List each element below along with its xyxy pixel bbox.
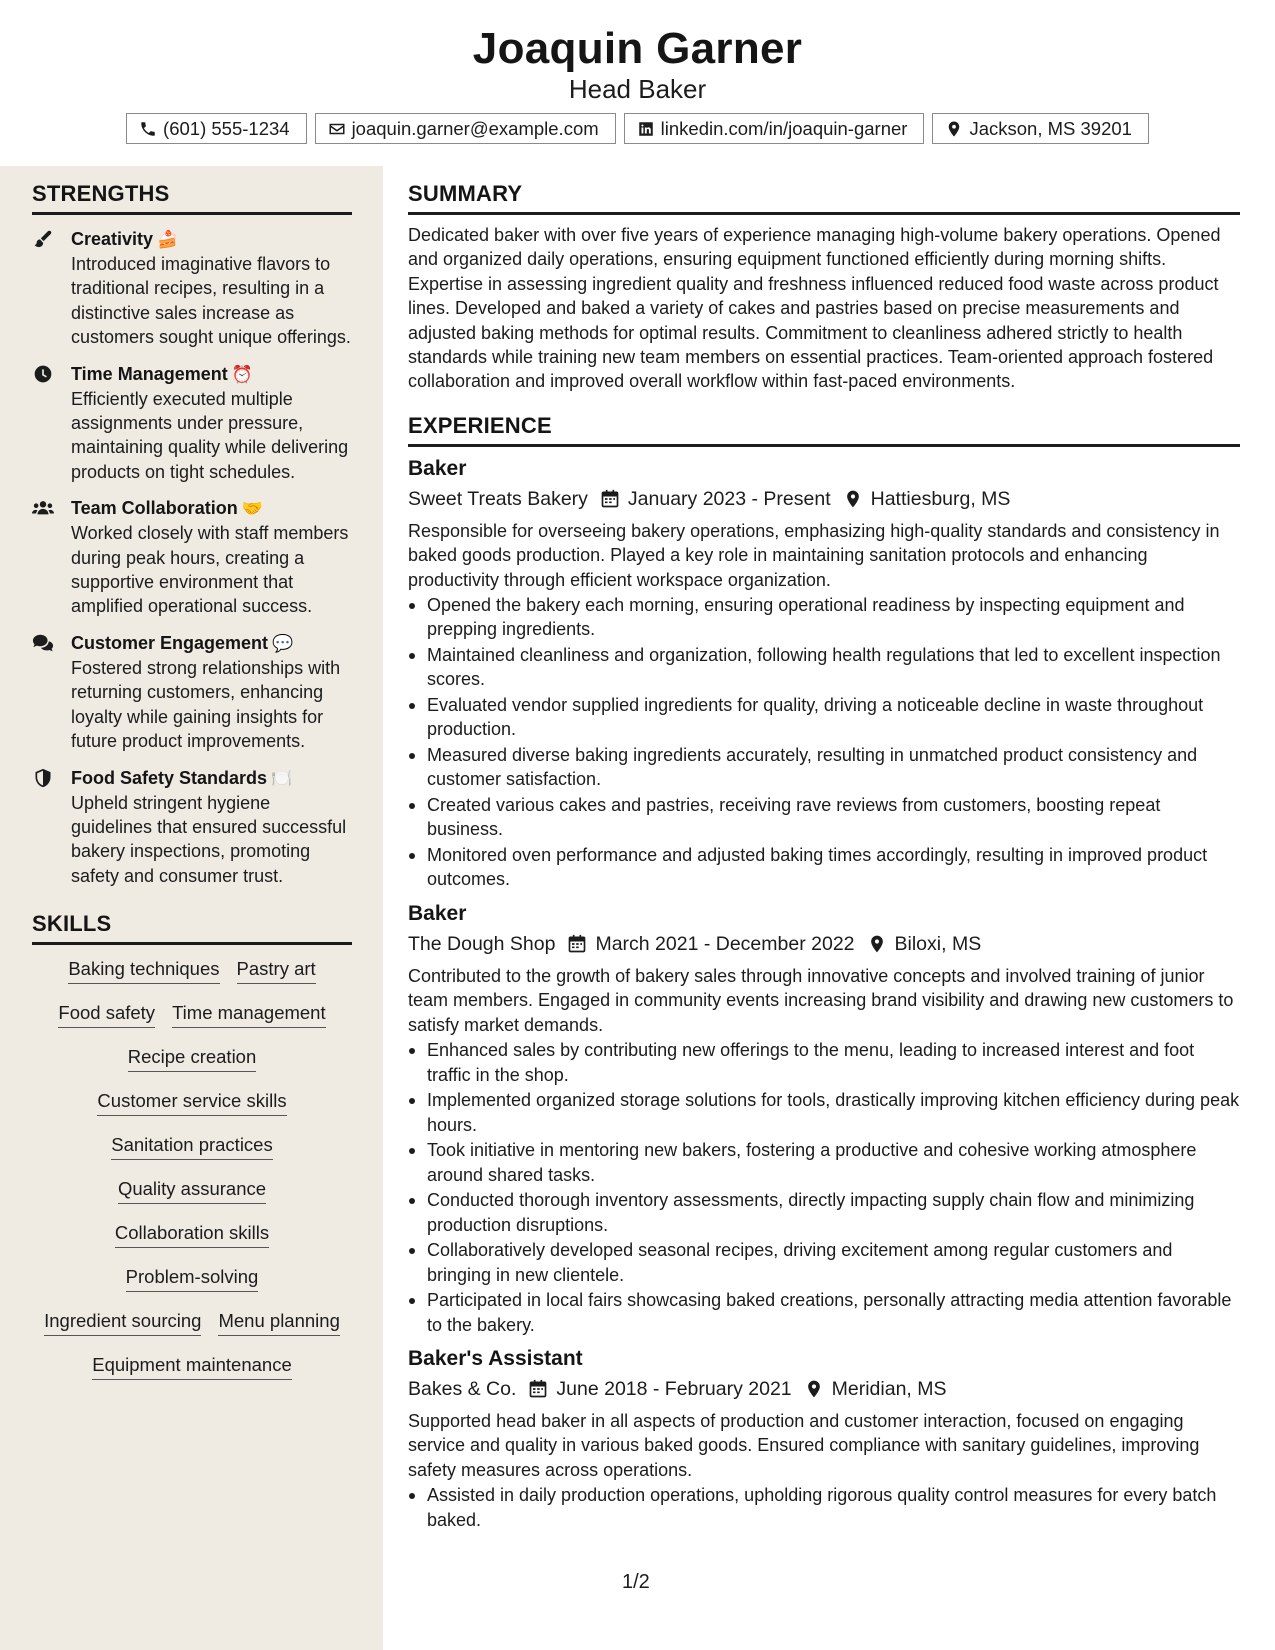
cake-emoji-icon: 🍰 xyxy=(157,230,179,249)
strength-description: Introduced imaginative flavors to traditional recipes, resulting in a distinctive sales increase as customers sought unique offerings. xyxy=(71,254,351,348)
summary-heading: SUMMARY xyxy=(408,166,1240,215)
strength-item xyxy=(32,766,352,889)
summary-text: Dedicated baker with over five years of experience managing high-volume bakery operations. Opened and organized daily operations, ensuring equipment functioned efficiently during morning shifts. Expertise in assessing ingredient quality and freshness influenced reduced food waste across product lines. Developed and baked a variety of cakes and pastries based on precise measurements and adjusted baking methods for optimal results. Commitment to cleanliness adhered strictly to health standards while training new team members on essential practices. Team-oriented approach fostered collaboration and improved overall workflow within fast-paced environments. xyxy=(408,225,1221,392)
strength-title: Time Management xyxy=(71,363,228,384)
strength-description: Upheld stringent hygiene guidelines that ensured successful bakery inspections, promoting safety and consumer trust. xyxy=(71,792,347,886)
job-bullets xyxy=(408,1038,1240,1337)
job-entry xyxy=(408,900,1240,1337)
clock-icon xyxy=(32,364,56,386)
job-bullet: Measured diverse baking ingredients accurately, resulting in unmatched product consistency and customer satisfaction. xyxy=(408,743,1240,792)
job-bullet: Collaboratively developed seasonal recipes, driving excitement among regular customers and bringing in new clientele. xyxy=(408,1238,1240,1287)
shield-icon xyxy=(32,768,56,790)
job-company: Sweet Treats Bakery xyxy=(408,487,588,510)
sidebar xyxy=(0,166,383,1650)
phone-icon xyxy=(139,120,157,138)
job-bullet: Implemented organized storage solutions for tools, drastically improving kitchen efficiency during peak hours. xyxy=(408,1088,1240,1137)
contact-bar xyxy=(0,113,1275,144)
job-company: Bakes & Co. xyxy=(408,1377,517,1400)
job-bullet: Created various cakes and pastries, receiving rave reviews from customers, boosting repeat business. xyxy=(408,793,1240,842)
job-description: Responsible for overseeing bakery operations, emphasizing high-quality standards and consistency in baked goods production. Played a key role in maintaining sanitation protocols and enhancing productivity through efficient workspace organization. xyxy=(408,520,1220,590)
calendar-icon xyxy=(528,1379,548,1399)
job-bullets xyxy=(408,593,1240,892)
location-icon xyxy=(867,934,887,954)
job-dates: June 2018 - February 2021 xyxy=(556,1377,792,1400)
email-icon xyxy=(328,120,346,138)
sidebar-content xyxy=(32,166,352,1397)
contact-linkedin[interactable] xyxy=(624,113,925,144)
strengths-heading: STRENGTHS xyxy=(32,166,352,215)
contact-phone[interactable] xyxy=(126,113,307,144)
skill-tag: Ingredient sourcing xyxy=(44,1309,201,1336)
handshake-emoji-icon: 🤝 xyxy=(241,499,263,519)
job-description: Contributed to the growth of bakery sales through innovative concepts and involved training of junior team members. Engaged in community events increasing brand visibility and drawing new customers to satisfy market demands. xyxy=(408,965,1234,1035)
skill-tag: Recipe creation xyxy=(128,1045,257,1072)
location-icon xyxy=(804,1379,824,1399)
skill-tag: Time management xyxy=(172,1001,326,1028)
job-title: Baker's Assistant xyxy=(408,1346,583,1370)
skill-tag: Collaboration skills xyxy=(115,1221,269,1248)
main-content xyxy=(408,166,1240,1533)
strength-item xyxy=(32,362,352,485)
strength-title: Team Collaboration xyxy=(71,498,238,519)
skill-tag: Quality assurance xyxy=(118,1177,266,1204)
strength-title: Creativity xyxy=(71,229,154,249)
page-number: 1/2 xyxy=(622,1571,650,1593)
job-bullets xyxy=(408,1483,1240,1532)
skill-tag: Problem-solving xyxy=(126,1265,259,1292)
job-bullet: Evaluated vendor supplied ingredients for quality, driving a noticeable decline in waste throughout production. xyxy=(408,693,1240,742)
paintbrush-icon xyxy=(32,229,56,251)
experience-heading: EXPERIENCE xyxy=(408,398,1240,447)
job-meta xyxy=(408,485,1240,513)
skills-heading: SKILLS xyxy=(32,896,352,945)
strength-description: Worked closely with staff members during peak hours, creating a supportive environment that amplified operational success. xyxy=(71,523,349,617)
job-dates: March 2021 - December 2022 xyxy=(595,932,855,955)
job-bullet: Monitored oven performance and adjusted baking times accordingly, resulting in improved product outcomes. xyxy=(408,843,1240,892)
contact-location-text: Jackson, MS 39201 xyxy=(969,117,1132,139)
job-location: Meridian, MS xyxy=(831,1377,947,1400)
speech-bubble-emoji-icon: 💬 xyxy=(272,633,294,653)
job-location: Hattiesburg, MS xyxy=(870,487,1011,510)
skill-tag: Menu planning xyxy=(218,1309,339,1336)
calendar-icon xyxy=(567,934,587,954)
skill-tag: Customer service skills xyxy=(97,1089,286,1116)
location-icon xyxy=(843,489,863,509)
job-bullet: Conducted thorough inventory assessments, directly impacting supply chain flow and minimizing production disruptions. xyxy=(408,1188,1240,1237)
skill-tag: Equipment maintenance xyxy=(92,1353,292,1380)
location-icon xyxy=(945,120,963,138)
resume-header xyxy=(0,0,1275,166)
comments-icon xyxy=(32,633,56,655)
job-company: The Dough Shop xyxy=(408,932,556,955)
job-dates: January 2023 - Present xyxy=(627,487,831,510)
job-title: Baker xyxy=(408,901,467,925)
strength-item xyxy=(32,227,352,350)
job-entry xyxy=(408,455,1240,892)
job-location: Biloxi, MS xyxy=(894,932,982,955)
job-meta xyxy=(408,930,1240,958)
skill-tag: Food safety xyxy=(58,1001,155,1028)
strength-title: Customer Engagement xyxy=(71,632,269,653)
skill-tag: Sanitation practices xyxy=(111,1133,272,1160)
contact-email[interactable] xyxy=(315,113,616,144)
job-entry xyxy=(408,1345,1240,1532)
plate-emoji-icon: 🍽️ xyxy=(271,768,293,788)
job-description: Supported head baker in all aspects of production and customer interaction, focused on engaging service and quality in various baked goods. Ensured compliance with sanitary guidelines, improving safety measures across operations. xyxy=(408,1410,1200,1480)
contact-location[interactable] xyxy=(932,113,1148,144)
candidate-name: Joaquin Garner xyxy=(472,24,803,73)
candidate-role: Head Baker xyxy=(568,74,707,104)
job-bullet: Participated in local fairs showcasing baked creations, personally attracting media attention favorable to the bakery. xyxy=(408,1288,1240,1337)
strength-title: Food Safety Standards xyxy=(71,767,268,788)
strength-item xyxy=(32,496,352,619)
strength-description: Efficiently executed multiple assignments under pressure, maintaining quality while delivering products on tight schedules. xyxy=(71,388,349,482)
linkedin-icon xyxy=(637,120,655,138)
strength-item xyxy=(32,631,352,754)
job-bullet: Took initiative in mentoring new bakers, fostering a productive and cohesive working atmosphere around shared tasks. xyxy=(408,1138,1240,1187)
job-bullet: Maintained cleanliness and organization, following health regulations that led to excellent inspection scores. xyxy=(408,643,1240,692)
job-bullet: Assisted in daily production operations, upholding rigorous quality control measures for every batch baked. xyxy=(408,1483,1240,1532)
skills-list xyxy=(32,945,352,1397)
job-title: Baker xyxy=(408,456,467,480)
strength-description: Fostered strong relationships with returning customers, enhancing loyalty while gaining insights for future product improvements. xyxy=(71,657,341,752)
alarm-clock-emoji-icon: ⏰ xyxy=(231,364,253,384)
contact-linkedin-text: linkedin.com/in/joaquin-garner xyxy=(660,117,908,139)
contact-phone-text: (601) 555-1234 xyxy=(163,117,290,139)
contact-email-text: joaquin.garner@example.com xyxy=(351,117,599,139)
users-icon xyxy=(32,498,56,520)
skill-tag: Baking techniques xyxy=(68,957,219,984)
job-bullet: Opened the bakery each morning, ensuring operational readiness by inspecting equipment and prepping ingredients. xyxy=(408,593,1240,642)
skill-tag: Pastry art xyxy=(237,957,316,984)
job-bullet: Enhanced sales by contributing new offerings to the menu, leading to increased interest and foot traffic in the shop. xyxy=(408,1038,1240,1087)
job-meta xyxy=(408,1375,1240,1403)
calendar-icon xyxy=(600,489,620,509)
